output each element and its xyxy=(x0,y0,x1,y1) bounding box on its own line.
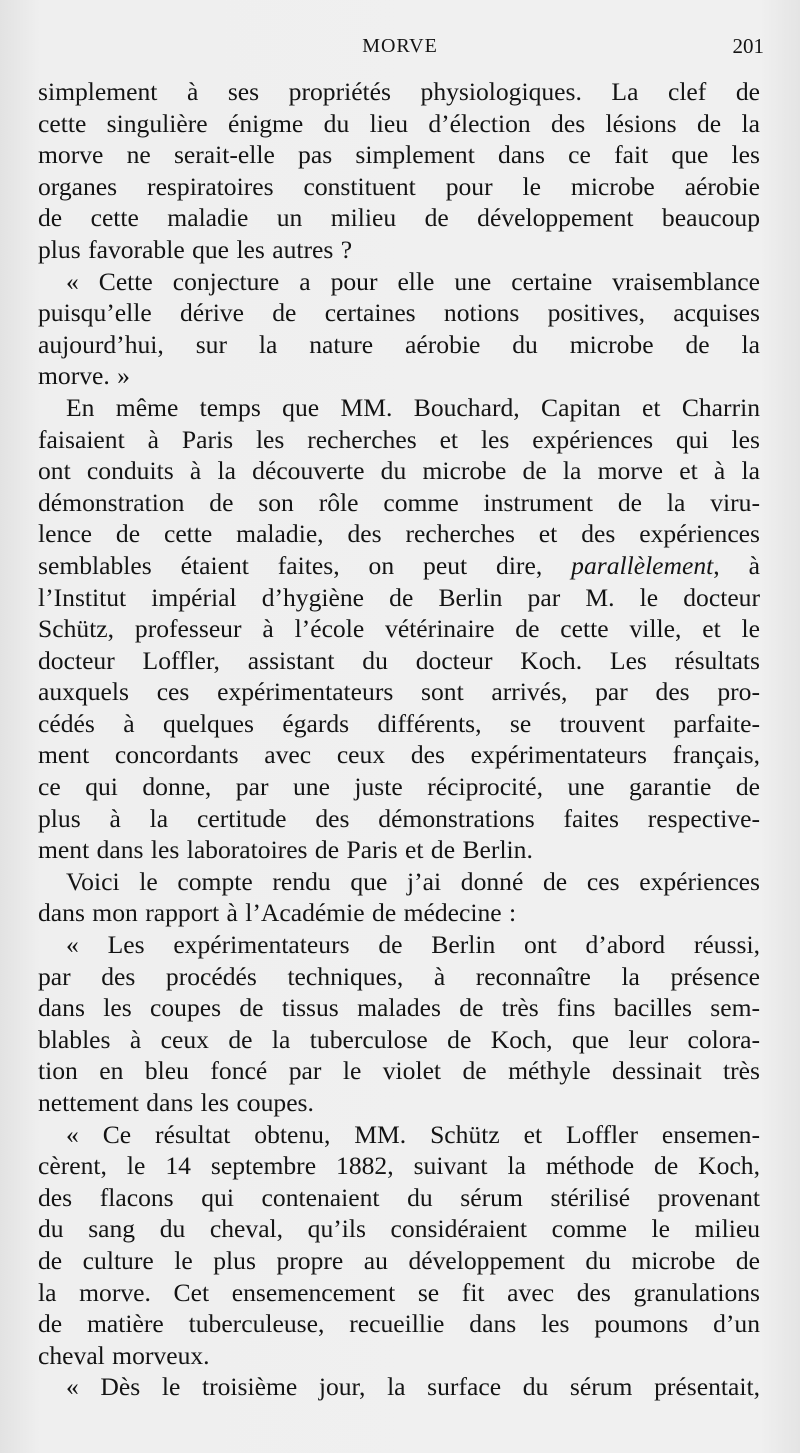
text-line xyxy=(38,550,760,582)
text-line: ont conduits à la découverte du microbe de la morve et à la xyxy=(38,456,760,486)
text-line: Voici le compte rendu que j’ai donné de ces expériences xyxy=(66,866,760,896)
page-header xyxy=(0,34,800,58)
page-body xyxy=(38,76,760,1403)
text-line: dans mon rapport à l’Académie de médecine : xyxy=(38,898,517,928)
text-line: Schütz, professeur à l’école vétérinaire de cette ville, et le xyxy=(38,614,760,644)
text-line: blables à ceux de la tuberculose de Koch, que leur colora- xyxy=(38,1024,760,1054)
text-line: la morve. Cet ensemencement se fit avec des granulations xyxy=(38,1277,760,1307)
text-line: En même temps que MM. Bouchard, Capitan et Charrin xyxy=(66,392,760,422)
text-line: puisqu’elle dérive de certaines notions positives, acquises xyxy=(38,298,760,328)
paragraph xyxy=(38,929,760,1119)
text-line: « Ce résultat obtenu, MM. Schütz et Loffler ensemen- xyxy=(66,1119,760,1149)
text-line: de matière tuberculeuse, recueillie dans les poumons d’un xyxy=(38,1309,760,1339)
paragraph xyxy=(38,76,760,266)
text-line: « Cette conjecture a pour elle une certaine vraisemblance xyxy=(66,266,760,296)
text-line: simplement à ses propriétés physiologiques. La clef de xyxy=(38,77,760,106)
text-line: dans les coupes de tissus malades de très fins bacilles sem- xyxy=(38,993,760,1023)
text-line: organes respiratoires constituent pour le microbe aérobie xyxy=(38,171,760,201)
page-number: 201 xyxy=(732,34,764,58)
text-line: aujourd’hui, sur la nature aérobie du microbe de la xyxy=(38,329,760,359)
paragraph xyxy=(38,1119,760,1372)
paragraph xyxy=(38,266,760,392)
text-line: cèrent, le 14 septembre 1882, suivant la méthode de Koch, xyxy=(38,1151,760,1181)
running-title: MORVE xyxy=(362,35,438,57)
text-line: de culture le plus propre au développement du microbe de xyxy=(38,1245,760,1275)
text-line: auxquels ces expérimentateurs sont arrivés, par des pro- xyxy=(38,677,760,707)
text-line: morve ne serait-elle pas simplement dans ce fait que les xyxy=(38,140,760,170)
text-line: « Les expérimentateurs de Berlin ont d’abord réussi, xyxy=(66,930,760,960)
text-line: lence de cette maladie, des recherches et des expériences xyxy=(38,519,760,549)
text-line: cheval morveux. xyxy=(38,1340,210,1370)
text-line: ment dans les laboratoires de Paris et de Berlin. xyxy=(38,835,533,865)
text-line: ce qui donne, par une juste réciprocité, une garantie de xyxy=(38,772,760,802)
text-line: cédés à quelques égards différents, se trouvent parfaite- xyxy=(38,708,760,738)
text-line: tion en bleu foncé par le violet de méthyle dessinait très xyxy=(38,1056,760,1086)
paragraph xyxy=(38,866,760,929)
italic-word: parallèlement xyxy=(571,550,714,580)
paragraph xyxy=(38,392,760,866)
text-line: ment concordants avec ceux des expérimentateurs français, xyxy=(38,740,760,770)
text-line: des flacons qui contenaient du sérum stérilisé provenant xyxy=(38,1182,760,1212)
text-line: par des procédés techniques, à reconnaître la présence xyxy=(38,961,760,991)
text-line: morve. » xyxy=(38,361,130,391)
text-line: « Dès le troisième jour, la surface du sérum présentait, xyxy=(66,1372,760,1402)
text-line: docteur Loffler, assistant du docteur Koch. Les résultats xyxy=(38,645,760,675)
text-line: nettement dans les coupes. xyxy=(38,1088,314,1117)
text-line: faisaient à Paris les recherches et les expériences qui les xyxy=(38,424,760,454)
text-line: plus favorable que les autres ? xyxy=(38,234,353,264)
text-segment: , à xyxy=(713,550,760,580)
paragraph xyxy=(38,1371,760,1403)
text-line: cette singulière énigme du lieu d’élection des lésions de la xyxy=(38,108,760,138)
text-line: l’Institut impérial d’hygiène de Berlin par M. le docteur xyxy=(38,582,760,612)
text-line: du sang du cheval, qu’ils considéraient comme le milieu xyxy=(38,1214,760,1244)
text-line: plus à la certitude des démonstrations faites respective- xyxy=(38,803,760,833)
text-line: de cette maladie un milieu de développement beaucoup xyxy=(38,203,760,233)
text-line: démonstration de son rôle comme instrument de la viru- xyxy=(38,487,760,517)
text-segment: semblables étaient faites, on peut dire, xyxy=(38,550,572,580)
